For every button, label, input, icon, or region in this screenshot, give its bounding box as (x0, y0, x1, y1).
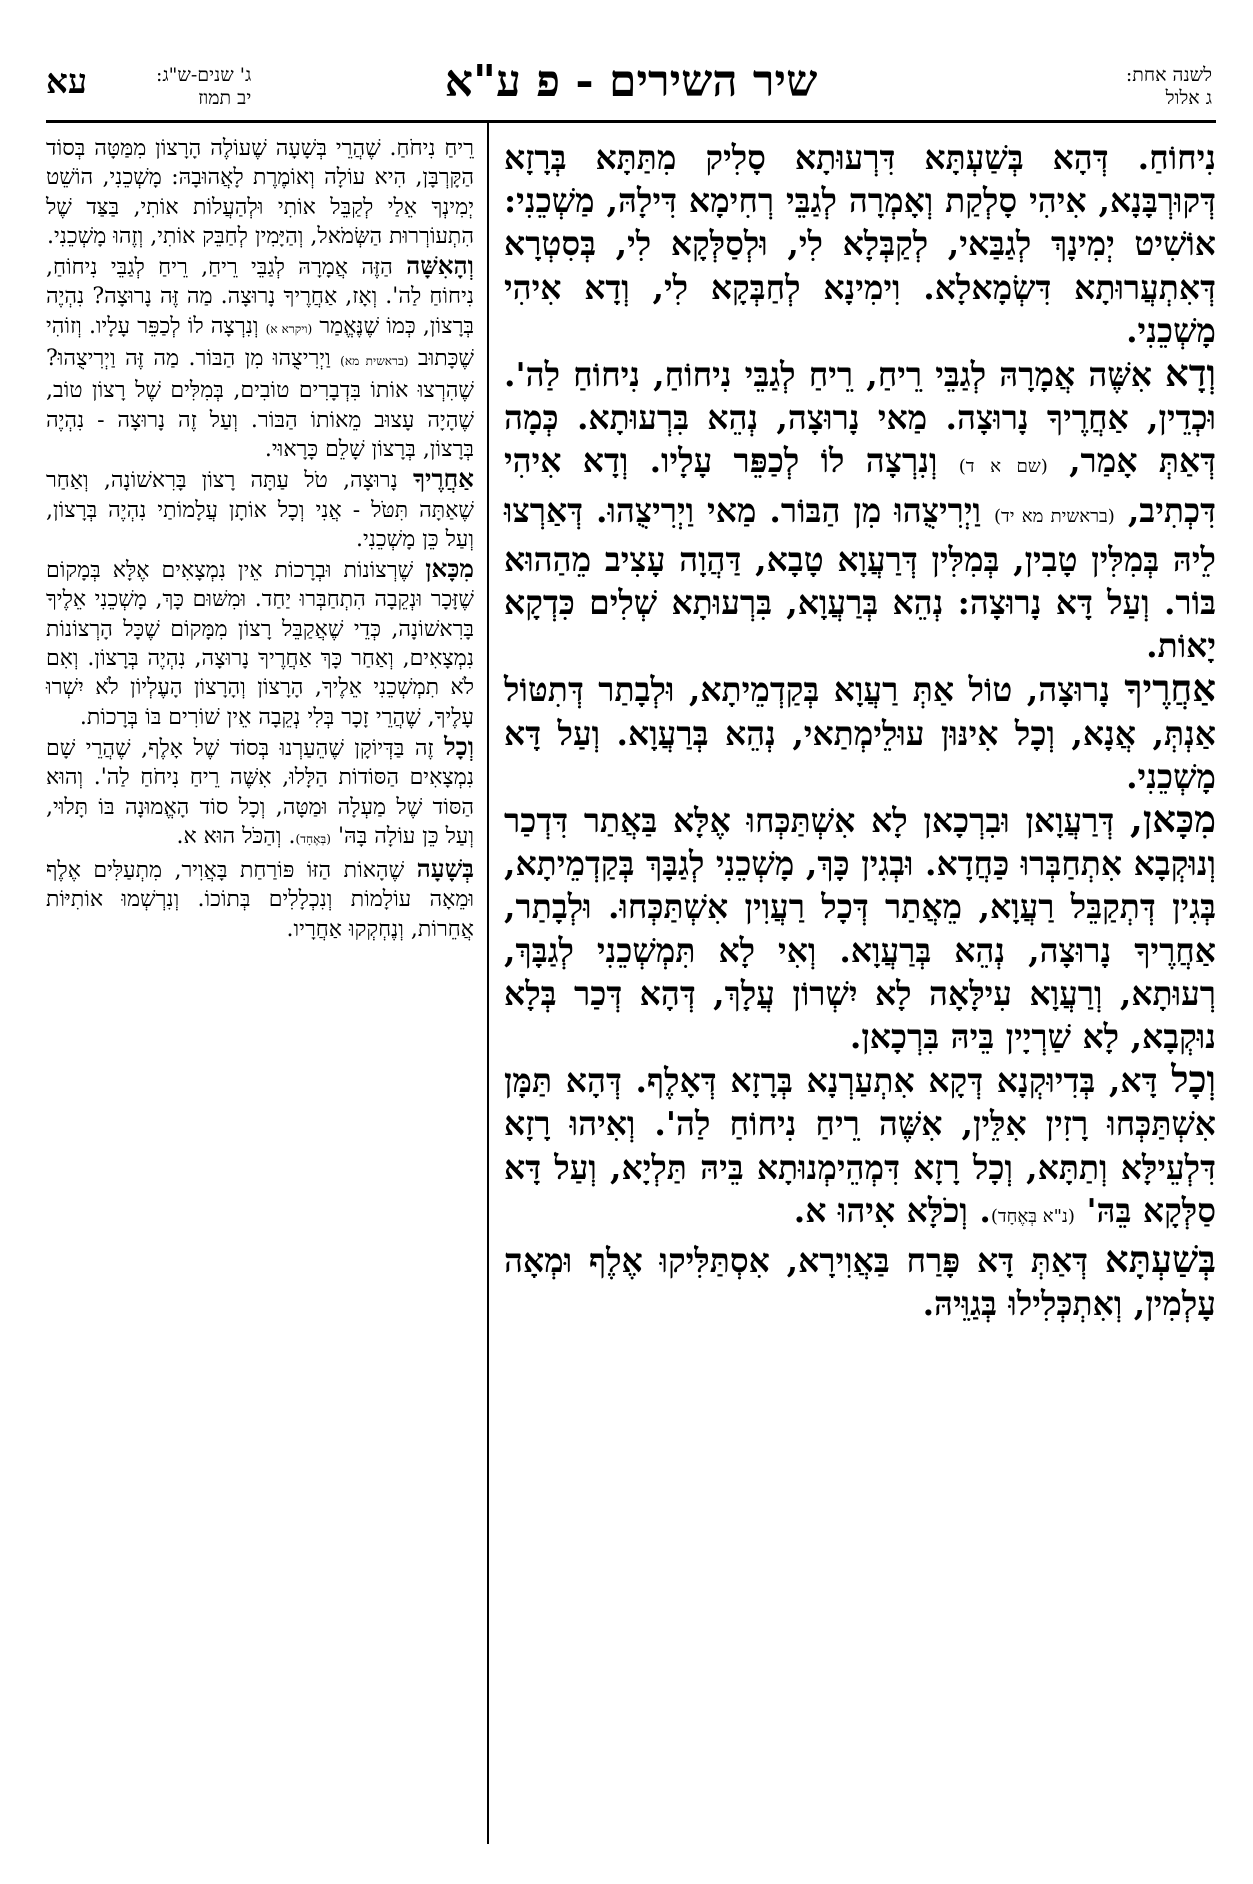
side-paragraph: בְּשָׁעָה שֶׁהָאוֹת הַזּוֹ פּוֹרַחַת בָּאֲוִיר, מִתְעַלִּים אֶלֶף וּמֵאָה עוֹלָמוֹת וְנִכְלָלִים בְּתוֹכוֹ. וְנִרְשְׁמוּ אוֹתִיּוֹת אֲחֵרוֹת, וְנֶחְקְקוּ אַחֲרָיו. (46, 854, 474, 942)
main-paragraph: בְּשַׁעְתָּא דְּאַתְּ דָּא פָּרַח בַּאֲוִירָא, אִסְתַּלִּיקוּ אֶלֶף וּמְאָה עָלְמִין, וְאִתְכְּלִילוּ בְּגַוֵּיהּ. (504, 1237, 1216, 1324)
main-paragraph: וְכָל דָּא, בְּדִיוּקְנָא דְּקָא אִתְעַרְנָא בְּרָזָא דְּאָלֶף. דְּהָא תַּמָּן אִשְׁתַּכְּחוּ רָזִין אִלֵּין, אִשֶּׁה רֵיחַ נִיחוֹחַ לַה'. וְאִיהוּ רָזָא דִּלְעֵילָּא וְתַתָּא, וְכָל רָזָא דִּמְהֵימְנוּתָא בֵּיהּ תַּלְיָא, וְעַל דָּא סַלְּקָא בֵּהּ' (נ"א בְּאֶחָד). וְכֹלָּא אִיהוּ א. (504, 1057, 1216, 1230)
page-number: עא (46, 62, 88, 102)
aramaic-text-column (504, 136, 1216, 1325)
header-schedule-three-years: ג' שנים-ש"ג: (156, 64, 252, 86)
main-paragraph: נִיחוֹחַ. דְּהָא בְּשַׁעְתָּא דִּרְעוּתָא סָלִיק מִתַּתָּא בְּרָזָא דְּקוּרְבָּנָא, אִיהִי סָלְקַת וְאָמְרָה לְגַבֵּי רְחִימָא דִּילָהּ, מַשְׁכֵנִי: אוֹשִׁיט יְמִינָךְ לְגַבַּאי, לְקַבְּלָא לִי, וּלְסַלְּקָא לִי, בְּסִטְרָא דְּאִתְעֲרוּתָא דִּשְׂמָאלָא. וִימִינָא לְחַבְּקָא לִי, וְדָא אִיהִי מָשְׁכֵנִי. (504, 138, 1216, 350)
hebrew-translation-column (46, 134, 474, 944)
side-paragraph: רֵיחַ נִיחֹחַ. שֶׁהֲרֵי בְּשָׁעָה שֶׁעוֹלֶה הָרָצוֹן מִמַּטָּה בְּסוֹד הַקָּרְבָּן, הִיא עוֹלָה וְאוֹמֶרֶת לָאֲהוּבָהּ: מָשְׁכֵנִי, הוֹשֵׁט יְמִינְךָ אֵלַי לְקַבֵּל אוֹתִי וּלְהַעֲלוֹת אוֹתִי, בַּצַּד שֶׁל הִתְעוֹרְרוּת הַשְּׂמֹאל, וְהַיָּמִין לְחַבֵּק אוֹתִי, וְזֶהוּ מָשְׁכֵנִי. (46, 136, 474, 249)
column-separator (487, 122, 489, 1844)
side-paragraph: וְכָל זֶה בַּדְּיוֹקָן שֶׁהֵעַרְנוּ בְּסוֹד שֶׁל אָלֶף, שֶׁהֲרֵי שָׁם נִמְצָאִים הַסּוֹדוֹת הַלָּלוּ, אִשֶּׁה רֵיחַ נִיחֹחַ לַה'. וְהוּא הַסּוֹד שֶׁל מַעְלָה וּמַטָּה, וְכָל סוֹד הָאֱמוּנָה בּוֹ תָּלוּי, וְעַל כֵּן עוֹלָה בָּהּ' (בְּאֶחָד). וְהַכֹּל הוּא א. (46, 731, 474, 849)
main-paragraph: מִכָּאן, דְּרַעֲוָאן וּבִרְכָאן לָא אִשְׁתַּכְּחוּ אֶלָּא בַּאֲתַר דִּדְכַר וְנוּקְבָא אִתְחַבְּרוּ כַּחֲדָא. וּבְגִין כָּךְ, מָשְׁכֵנִי לְגַבָּךְ בְּקַדְמֵיתָא, בְּגִין דְּתְקַבֵּל רַעֲוָא, מֵאֲתַר דְּכָל רַעֲוִין אִשְׁתַּכְּחוּ. וּלְבָתַר, אַחֲרֶיךָ נָרוּצָה, נְהֵא בְּרַעֲוָא. וְאִי לָא תִּמְשְׁכֵנִי לְגַבָּךְ, רְעוּתָא, וְרַעֲוָא עִילָּאָה לָא יִשְׁרוֹן עֲלָךְ, דְּהָא דְּכַר בְּלָא נוּקְבָא, לָא שַׁרְיָין בֵּיהּ בִּרְכָאן. (504, 797, 1216, 1057)
side-paragraph: מִכָּאן שֶׁרְצוֹנוֹת וּבְרָכוֹת אֵין נִמְצָאִים אֶלָּא בְּמָקוֹם שֶׁזָּכָר וּנְקֵבָה הִתְחַבְּרוּ יַחַד. וּמִשּׁוּם כָּךְ, מָשְׁכֵנִי אֵלֶיךָ בָּרִאשׁוֹנָה, כְּדֵי שֶׁאֲקַבֵּל רָצוֹן מִמָּקוֹם שֶׁכָּל הָרְצוֹנוֹת נִמְצָאִים, וְאַחַר כָּךְ אַחֲרֶיךָ נָרוּצָה, נִהְיֶה בְּרָצוֹן. וְאִם לֹא תִמְשְׁכֵנִי אֵלֶיךָ, הָרָצוֹן וְהָרָצוֹן הָעֶלְיוֹן לֹא יִשְׁרוּ עָלֶיךָ, שֶׁהֲרֵי זָכָר בְּלִי נְקֵבָה אֵין שׁוֹרִים בּוֹ בְּרָכוֹת. (46, 554, 475, 730)
header-left-meta (156, 64, 251, 110)
page-header (46, 54, 1216, 118)
page (46, 54, 1216, 1844)
main-paragraph: וְדָא אִשֶּׁה אֲמָרָהּ לְגַבֵּי רֵיחַ, רֵיחַ לְגַבֵּי נִיחוֹחַ, נִיחוֹחַ לַה'. וּכְדֵין, אַחֲרֶיךָ נָרוּצָה. מַאי נָרוּצָה, נְהֵא בִּרְעוּתָא. כְּמָה דְּאַתְּ אָמַר, (שם א ד) וְנִרְצָה לוֹ לְכַפֵּר עָלָיו. וְדָא אִיהִי דִּכְתִיב, (בראשית מא יד) וַיְרִיצֻהוּ מִן הַבּוֹר. מַאי וַיְרִיצֻהוּ. דְּאַרְצוּ לֵיהּ בְּמִלִּין טָבִין, בְּמִלִּין דְּרַעֲוָא טָבָא, דַּהֲוָה עָצִיב מֵהַהוּא בּוֹר. וְעַל דָּא נָרוּצָה: נְהֵא בְּרַעֲוָא, בִּרְעוּתָא שְׁלִים כִּדְקָא יָאוֹת. (504, 351, 1217, 666)
side-paragraph: אַחֲרֶיךָ נָרוּצָה, טֹל עַתָּה רָצוֹן בָּרִאשׁוֹנָה, וְאַחַר שֶׁאַתָּה תִּטֹּל - אֲנִי וְכָל אוֹתָן עֲלָמוֹתַי נִהְיֶה בְּרָצוֹן, וְעַל כֵּן מָשְׁכֵנִי. (46, 464, 474, 552)
header-date-one-year: ג אלול (1165, 87, 1212, 109)
page-title: שיר השירים - פ ע"א (444, 56, 818, 107)
main-paragraph: אַחֲרֶיךָ נָרוּצָה, טוֹל אַתְּ רַעֲוָא בְּקַדְמֵיתָא, וּלְבָתַר דְּתִטּוֹל אַנְתְּ, אֲנָא, וְכָל אִינּוּן עוּלֵימְתַאי, נְהֵא בְּרַעֲוָא. וְעַל דָּא מָשְׁכֵנִי. (504, 666, 1216, 796)
header-schedule-one-year: לשנה אחת: (1125, 64, 1212, 86)
header-date-three-years: יב תמוז (198, 87, 252, 109)
side-paragraph: וְהָאִשָּׁה הַזֶּה אֲמָרָהּ לְגַבֵּי רֵיחַ, רֵיחַ לְגַבֵּי נִיחוֹחַ, נִיחוֹחַ לַה'. וְאָז, אַחֲרֶיךָ נָרוּצָה. מַה זֶּה נָרוּצָה? נִהְיֶה בְּרָצוֹן, כְּמוֹ שֶׁנֶּאֱמַר (ויקרא א) וְנִרְצָה לוֹ לְכַפֵּר עָלָיו. וְזוֹהִי שֶׁכָּתוּב (בראשית מא) וַיְרִיצֻהוּ מִן הַבּוֹר. מַה זֶּה וַיְרִיצֻהוּ? שֶׁהִרְצוּ אוֹתוֹ בִּדְבָרִים טוֹבִים, בְּמִלִּים שֶׁל רָצוֹן טוֹב, שֶׁהָיָה עָצוּב מֵאוֹתוֹ הַבּוֹר. וְעַל זֶה נָרוּצָה - נִהְיֶה בְּרָצוֹן, בְּרָצוֹן שָׁלֵם כָּרָאוּי. (46, 251, 475, 462)
header-rule (46, 120, 1216, 123)
